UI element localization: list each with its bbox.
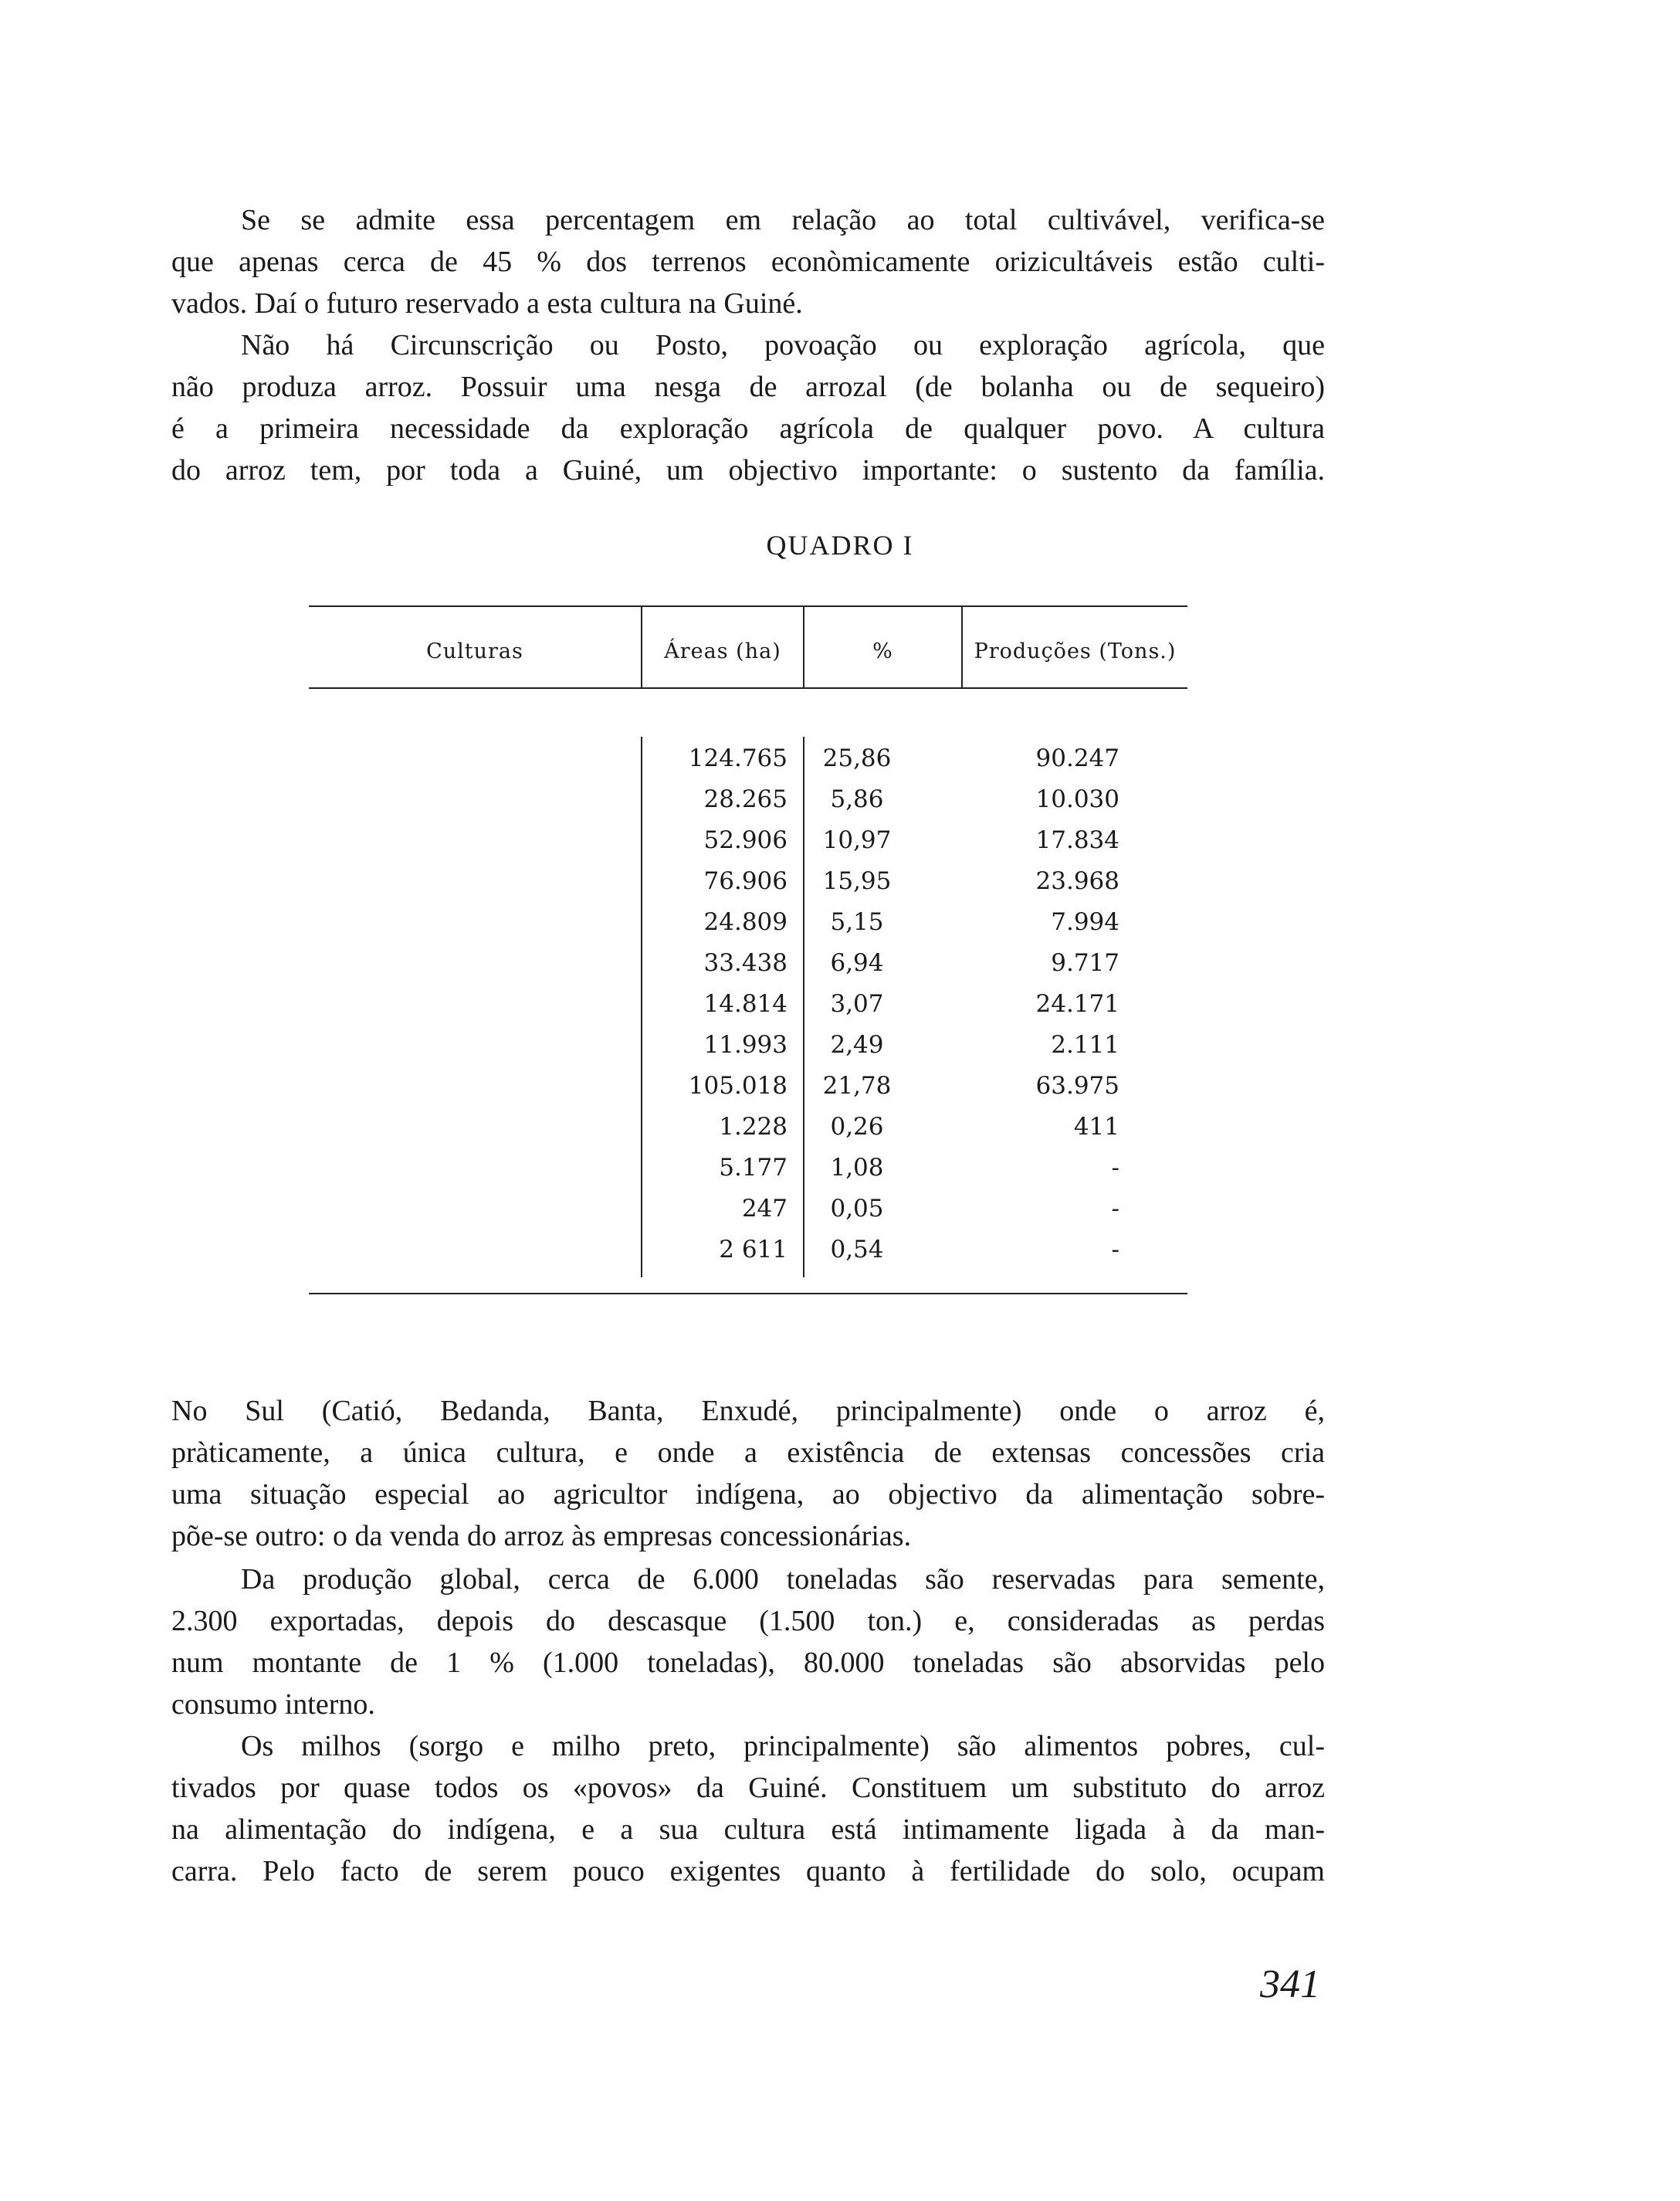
text-line: Não há Circunscrição ou Posto, povoação ou exploração agrícola, que: [241, 329, 1325, 361]
area-value: 76.906: [703, 867, 788, 895]
table-bottom-rule: [309, 1293, 1187, 1294]
table-title: QUADRO I: [766, 530, 914, 561]
production-value: 10.030: [1035, 785, 1119, 813]
percent-value: 15,95: [822, 867, 892, 895]
text-line: tivados por quase todos os «povos» da Guiné. Constituem um substituto do arroz: [171, 1772, 1325, 1804]
area-value: 124.765: [688, 744, 788, 772]
header-percent: %: [872, 639, 893, 663]
area-value: 2 611: [719, 1236, 788, 1263]
percent-value: 0,26: [830, 1113, 884, 1141]
header-culturas: Culturas: [426, 639, 523, 663]
table-row: [309, 1148, 1187, 1189]
percent-value: 5,86: [830, 785, 884, 813]
header-areas: Áreas (ha): [664, 639, 781, 663]
table-row: [309, 861, 1187, 902]
production-value: 7.994: [1051, 908, 1119, 936]
table-row: [309, 738, 1187, 779]
area-value: 24.809: [703, 908, 788, 936]
production-value: 17.834: [1035, 826, 1119, 854]
area-value: 5.177: [719, 1154, 788, 1182]
percent-value: 0,05: [830, 1195, 884, 1223]
table-top-rule: [309, 605, 1187, 607]
text-line: No Sul (Catió, Bedanda, Banta, Enxudé, principalmente) onde o arroz é,: [171, 1395, 1325, 1427]
percent-value: 10,97: [822, 826, 892, 854]
text-line: pràticamente, a única cultura, e onde a existência de extensas concessões cria: [171, 1436, 1325, 1469]
paragraph-5: [171, 1725, 1325, 1892]
text-line: não produza arroz. Possuir uma nesga de arrozal (de bolanha ou de sequeiro): [171, 371, 1325, 403]
area-value: 11.993: [703, 1031, 788, 1059]
paragraph-4: [171, 1558, 1325, 1725]
table-row: [309, 1025, 1187, 1066]
table-row: [309, 1107, 1187, 1148]
percent-value: 21,78: [822, 1072, 892, 1100]
area-value: 14.814: [703, 990, 788, 1018]
text-line: uma situação especial ao agricultor indígena, ao objectivo da alimentação sobre-: [171, 1478, 1325, 1511]
area-value: 105.018: [688, 1072, 788, 1100]
area-value: 1.228: [719, 1113, 788, 1141]
production-value: 90.247: [1035, 744, 1119, 772]
percent-value: 1,08: [830, 1154, 884, 1182]
page-number: 341: [1260, 1962, 1320, 2006]
table-row: [309, 820, 1187, 861]
percent-value: 0,54: [830, 1236, 884, 1263]
paragraph-3: [171, 1390, 1325, 1557]
production-value: 411: [1073, 1113, 1119, 1141]
area-value: 33.438: [703, 949, 788, 977]
text-line: Os milhos (sorgo e milho preto, principalmente) são alimentos pobres, cul-: [241, 1730, 1325, 1762]
table-row: [309, 1189, 1187, 1229]
production-value: 9.717: [1051, 949, 1119, 977]
table-row: [309, 779, 1187, 820]
table-row: [309, 1229, 1187, 1270]
percent-value: 5,15: [830, 908, 884, 936]
paragraph-2: [171, 324, 1325, 491]
production-value: 63.975: [1035, 1072, 1119, 1100]
production-value: -: [1111, 1195, 1119, 1223]
percent-value: 25,86: [822, 744, 892, 772]
header-producoes: Produções (Tons.): [974, 639, 1177, 663]
production-value: 24.171: [1035, 990, 1119, 1018]
text-line: do arroz tem, por toda a Guiné, um objectivo importante: o sustento da família.: [171, 454, 1325, 487]
production-value: 23.968: [1035, 867, 1119, 895]
text-line: consumo interno.: [171, 1688, 375, 1721]
production-value: 2.111: [1051, 1031, 1119, 1059]
text-line: na alimentação do indígena, e a sua cultura está intimamente ligada à da man-: [171, 1813, 1325, 1846]
text-line: que apenas cerca de 45 % dos terrenos econòmicamente orizicultáveis estão culti-: [171, 246, 1325, 278]
paragraph-1: [171, 199, 1325, 324]
table-header-rule: [309, 687, 1187, 689]
percent-value: 2,49: [830, 1031, 884, 1059]
area-value: 28.265: [703, 785, 788, 813]
table-row: [309, 1066, 1187, 1107]
area-value: 247: [741, 1195, 788, 1223]
table-row: [309, 984, 1187, 1025]
text-line: Se se admite essa percentagem em relação ao total cultivável, verifica-se: [241, 204, 1325, 236]
text-line: Da produção global, cerca de 6.000 toneladas são reservadas para semente,: [241, 1563, 1325, 1596]
text-line: põe-se outro: o da venda do arroz às empresas concessionárias.: [171, 1520, 912, 1552]
text-line: vados. Daí o futuro reservado a esta cultura na Guiné.: [171, 287, 803, 320]
text-line: é a primeira necessidade da exploração agrícola de qualquer povo. A cultura: [171, 412, 1325, 445]
text-line: num montante de 1 % (1.000 toneladas), 80.000 toneladas são absorvidas pelo: [171, 1647, 1325, 1679]
production-value: -: [1111, 1154, 1119, 1182]
text-line: 2.300 exportadas, depois do descasque (1.500 ton.) e, consideradas as perdas: [171, 1605, 1325, 1637]
production-value: -: [1111, 1236, 1119, 1263]
table-row: [309, 902, 1187, 943]
percent-value: 3,07: [830, 990, 884, 1018]
area-value: 52.906: [703, 826, 788, 854]
text-line: carra. Pelo facto de serem pouco exigentes quanto à fertilidade do solo, ocupam: [171, 1855, 1325, 1887]
percent-value: 6,94: [830, 949, 884, 977]
table-row: [309, 943, 1187, 984]
